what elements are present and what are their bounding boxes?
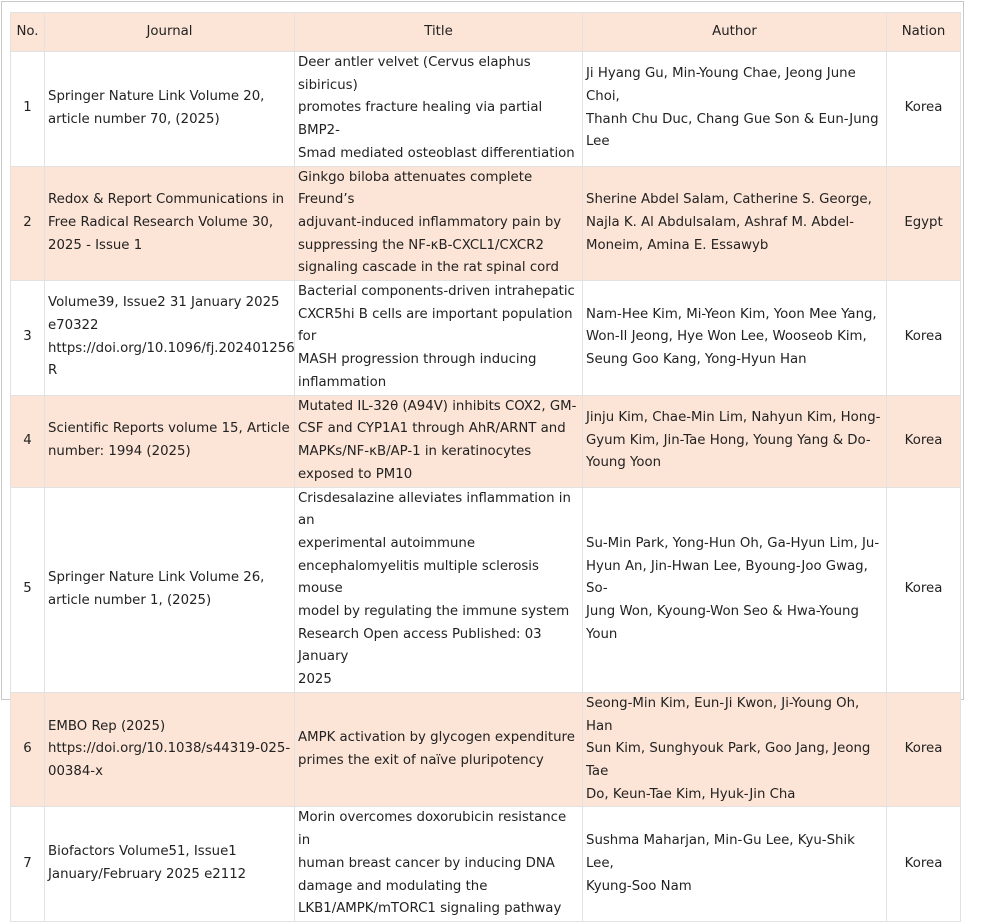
- author-cell: Sherine Abdel Salam, Catherine S. George, Najla K. Al Abdulsalam, Ashraf M. Abdel- Moneim, Amina E. Essawyb: [583, 166, 887, 281]
- column-header-title: Title: [295, 13, 583, 52]
- author-cell: Nam-Hee Kim, Mi-Yeon Kim, Yoon Mee Yang, Won-Il Jeong, Hye Won Lee, Wooseob Kim, Seung Goo Kang, Yong-Hyun Han: [583, 281, 887, 396]
- row-number: 5: [11, 487, 45, 692]
- table-row: [11, 52, 961, 167]
- table-row: [11, 487, 961, 692]
- table-row: [11, 692, 961, 807]
- column-header-no: No.: [11, 13, 45, 52]
- column-header-author: Author: [583, 13, 887, 52]
- column-header-journal: Journal: [45, 13, 295, 52]
- title-cell: Mutated IL-32θ (A94V) inhibits COX2, GM- CSF and CYP1A1 through AhR/ARNT and MAPKs/NF-κB/AP-1 in keratinocytes exposed to PM10: [295, 395, 583, 487]
- author-cell: Seong-Min Kim, Eun-Ji Kwon, Ji-Young Oh, Han Sun Kim, Sunghyouk Park, Goo Jang, Jeong Tae Do, Keun-Tae Kim, Hyuk-Jin Cha: [583, 692, 887, 807]
- title-cell: Crisdesalazine alleviates inflammation in an experimental autoimmune encephalomyelitis multiple sclerosis mouse model by regulating the immune system Research Open access Published: 03 January 2025: [295, 487, 583, 692]
- author-cell: Jinju Kim, Chae-Min Lim, Nahyun Kim, Hong- Gyum Kim, Jin-Tae Hong, Young Yang & Do- Young Yoon: [583, 395, 887, 487]
- table-row: [11, 395, 961, 487]
- nation-cell: Korea: [887, 487, 961, 692]
- nation-cell: Korea: [887, 281, 961, 396]
- title-cell: Ginkgo biloba attenuates complete Freund’s adjuvant-induced inflammatory pain by suppressing the NF-κB-CXCL1/CXCR2 signaling cascade in the rat spinal cord: [295, 166, 583, 281]
- nation-cell: Korea: [887, 692, 961, 807]
- table-row: [11, 807, 961, 922]
- title-cell: Morin overcomes doxorubicin resistance in human breast cancer by inducing DNA damage and modulating the LKB1/AMPK/mTORC1 signaling pathway: [295, 807, 583, 922]
- journal-cell: Scientific Reports volume 15, Article number: 1994 (2025): [45, 395, 295, 487]
- title-cell: Bacterial components-driven intrahepatic CXCR5hi B cells are important population for MASH progression through inducing inflammation: [295, 281, 583, 396]
- journal-cell: EMBO Rep (2025) https://doi.org/10.1038/s44319-025- 00384-x: [45, 692, 295, 807]
- table-header-row: [11, 13, 961, 52]
- author-cell: Sushma Maharjan, Min-Gu Lee, Kyu-Shik Lee, Kyung-Soo Nam: [583, 807, 887, 922]
- journal-cell: Volume39, Issue2 31 January 2025 e70322 https://doi.org/10.1096/fj.202401256 R: [45, 281, 295, 396]
- table-row: [11, 281, 961, 396]
- row-number: 7: [11, 807, 45, 922]
- row-number: 3: [11, 281, 45, 396]
- nation-cell: Korea: [887, 395, 961, 487]
- nation-cell: Korea: [887, 52, 961, 167]
- title-cell: Deer antler velvet (Cervus elaphus sibiricus) promotes fracture healing via partial BMP2- Smad mediated osteoblast differentiation: [295, 52, 583, 167]
- row-number: 6: [11, 692, 45, 807]
- row-number: 4: [11, 395, 45, 487]
- journal-cell: Redox & Report Communications in Free Radical Research Volume 30, 2025 - Issue 1: [45, 166, 295, 281]
- nation-cell: Egypt: [887, 166, 961, 281]
- nation-cell: Korea: [887, 807, 961, 922]
- row-number: 2: [11, 166, 45, 281]
- row-number: 1: [11, 52, 45, 167]
- column-header-nation: Nation: [887, 13, 961, 52]
- journal-cell: Springer Nature Link Volume 20, article number 70, (2025): [45, 52, 295, 167]
- publications-table: [10, 12, 961, 922]
- table-frame: [1, 1, 964, 917]
- title-cell: AMPK activation by glycogen expenditure primes the exit of naïve pluripotency: [295, 692, 583, 807]
- author-cell: Ji Hyang Gu, Min-Young Chae, Jeong June Choi, Thanh Chu Duc, Chang Gue Son & Eun-Jung Lee: [583, 52, 887, 167]
- author-cell: Su-Min Park, Yong-Hun Oh, Ga-Hyun Lim, Ju- Hyun An, Jin-Hwan Lee, Byoung-Joo Gwag, So- Jung Won, Kyoung-Won Seo & Hwa-Young Youn: [583, 487, 887, 692]
- table-row: [11, 166, 961, 281]
- journal-cell: Biofactors Volume51, Issue1 January/February 2025 e2112: [45, 807, 295, 922]
- journal-cell: Springer Nature Link Volume 26, article number 1, (2025): [45, 487, 295, 692]
